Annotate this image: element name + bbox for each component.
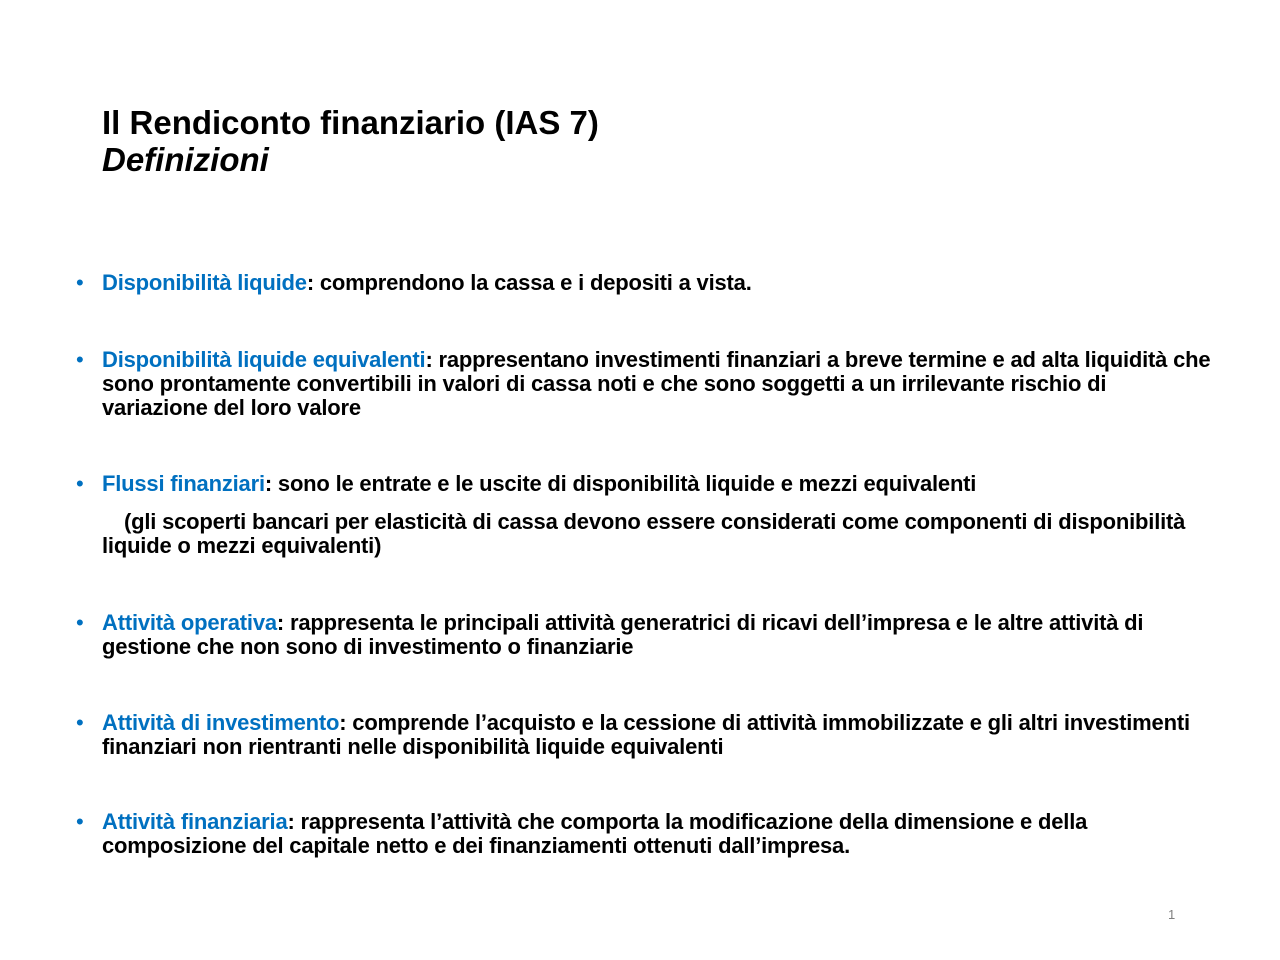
bullet-dot: • (76, 809, 84, 834)
definition-separator: : (425, 347, 439, 372)
bullet-dot: • (76, 710, 84, 735)
bullet-disponibilita-equivalenti (76, 347, 1212, 420)
bullet-attivita-finanziaria (76, 809, 1212, 858)
definition-term: Attività di investimento (102, 710, 340, 735)
definition-separator: : (287, 809, 301, 834)
definition-text: rappresentano investimenti finanziari a breve termine e ad alta liquidità che sono prontamente convertibili in valori di cassa noti e che sono soggetti a un irrilevante rischio di variazione del loro valore (102, 347, 1211, 420)
bullet-dot: • (76, 610, 84, 635)
bullet-flussi-finanziari (76, 471, 1212, 558)
definition-text: comprendono la cassa e i depositi a vista. (319, 270, 752, 295)
bullet-attivita-investimento (76, 710, 1212, 759)
bullet-dot: • (76, 347, 84, 372)
bullet-dot: • (76, 270, 84, 295)
slide-subtitle: Definizioni (102, 141, 269, 178)
definition-separator: : (306, 270, 320, 295)
definition-term: Disponibilità liquide (102, 270, 307, 295)
bullet-dot: • (76, 471, 84, 496)
definition-term: Attività finanziaria (102, 809, 288, 834)
definition-text: rappresenta l’attività che comporta la modificazione della dimensione e della composizione del capitale netto e dei finanziamenti ottenuti dall’impresa. (102, 809, 1088, 858)
definition-separator: : (276, 610, 290, 635)
definition-text: rappresenta le principali attività generatrici di ricavi dell’impresa e le altre attività di gestione che non sono di investimento o finanziarie (102, 610, 1144, 659)
definition-text: comprende l’acquisto e la cessione di attività immobilizzate e gli altri investimenti finanziari non rientranti nelle disponibilità liquide equivalenti (102, 710, 1190, 759)
definition-term: Flussi finanziari (102, 471, 265, 496)
definition-separator: : (339, 710, 353, 735)
definition-note: (gli scoperti bancari per elasticità di cassa devono essere considerati come componenti di disponibilità liquide o mezzi equivalenti) (102, 509, 1186, 558)
slide-title: Il Rendiconto finanziario (IAS 7) (102, 104, 599, 141)
definition-term: Attività operativa (102, 610, 277, 635)
definition-separator: : (264, 471, 278, 496)
bullet-attivita-operativa (76, 610, 1212, 659)
bullet-disponibilita-liquide (76, 270, 1212, 295)
definition-text: sono le entrate e le uscite di disponibilità liquide e mezzi equivalenti (277, 471, 977, 496)
page-number: 1 (1168, 907, 1176, 922)
definition-term: Disponibilità liquide equivalenti (102, 347, 426, 372)
slide-title-block (102, 104, 599, 178)
